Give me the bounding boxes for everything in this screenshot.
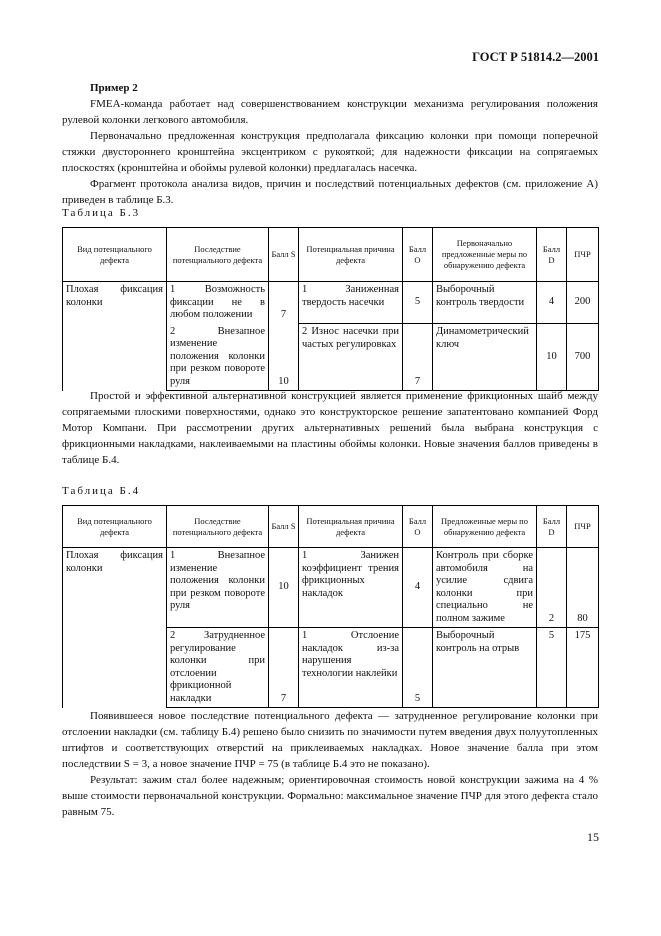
effect-cell: 2 Затрудненное регулирование колонки при отслоении фрикционной накладки <box>167 628 269 708</box>
effect-cell: 1 Возможность фиксации не в любом положении <box>167 282 269 324</box>
column-header: Вид потенциального дефекта <box>63 228 167 282</box>
middle-text <box>62 388 598 468</box>
rpn-cell: 80 <box>567 548 599 628</box>
rpn-cell: 200 <box>567 282 599 324</box>
score-d-cell: 5 <box>537 628 567 708</box>
table-caption: Таблица Б.3 <box>62 207 141 219</box>
document-standard-number: ГОСТ Р 51814.2—2001 <box>472 50 599 64</box>
defect-cell: Плохая фиксация колонки <box>63 282 167 391</box>
table-b4 <box>62 505 599 708</box>
paragraph: FMEA-команда работает над совершенствованием конструкции механизма регулирования положения рулевой колонки легкового автомобиля. <box>62 98 598 126</box>
column-header: Потенциальная причина дефекта <box>299 228 403 282</box>
measure-cell: Выборочный контроль твердости <box>433 282 537 324</box>
measure-cell: Динамометрический ключ <box>433 324 537 391</box>
score-o-cell: 4 <box>403 548 433 628</box>
column-header: Балл D <box>537 228 567 282</box>
page-number: 15 <box>587 830 599 844</box>
cause-cell: 2 Износ насечки при частых регулировках <box>299 324 403 391</box>
table-b3 <box>62 227 599 391</box>
effect-cell: 1 Внезапное изменение положения колонки при резком повороте руля <box>167 548 269 628</box>
cause-cell: 1 Отслоение накладок из-за нарушения технологии наклейки <box>299 628 403 708</box>
measure-cell: Контроль при сборке автомобиля на усилие сдвига колонки при специально не полном зажиме <box>433 548 537 628</box>
column-header: ПЧР <box>567 506 599 548</box>
column-header: Последствие потенциального дефекта <box>167 228 269 282</box>
table-row <box>63 282 599 324</box>
closing-text <box>62 708 598 820</box>
measure-cell: Выборочный контроль на отрыв <box>433 628 537 708</box>
score-s-cell: 10 <box>269 548 299 628</box>
column-header: Балл O <box>403 228 433 282</box>
column-header: Балл D <box>537 506 567 548</box>
example-intro <box>62 80 598 208</box>
paragraph: Результат: зажим стал более надежным; ориентировочная стоимость новой конструкции зажима на 4 % выше стоимости первоначальной конструкции. Формально: максимальное значение ПЧР для этого дефекта стало равным 75. <box>62 774 598 818</box>
effect-cell: 2 Внезапное изменение положения колонки при резком повороте руля <box>167 324 269 391</box>
cause-cell: 1 Занижен коэффициент трения фрикционных накладок <box>299 548 403 628</box>
score-s-cell: 7 <box>269 628 299 708</box>
defect-cell: Плохая фиксация колонки <box>63 548 167 708</box>
cause-cell: 1 Заниженная твердость насечки <box>299 282 403 324</box>
column-header: Первоначально предложенные меры по обнаружению дефекта <box>433 228 537 282</box>
paragraph: Простой и эффективной альтернативной конструкцией является применение фрикционных шайб между сопрягаемыми плоскими поверхностями, однако это конструкторское решение запатентовано компанией Форд Мотор Компани. При рассмотрении других альтернативных решений была выбрана конструкция с фрикционными накладками, наклеиваемыми на пластины обоймы колонки. Новые значения баллов приведены в таблице Б.4. <box>62 390 598 466</box>
score-d-cell: 2 <box>537 548 567 628</box>
score-d-cell: 4 <box>537 282 567 324</box>
score-d-cell: 10 <box>537 324 567 391</box>
column-header: Балл S <box>269 228 299 282</box>
rpn-cell: 700 <box>567 324 599 391</box>
score-s-cell: 7 <box>269 282 299 324</box>
score-s-cell: 10 <box>269 324 299 391</box>
column-header: Последствие потенциального дефекта <box>167 506 269 548</box>
column-header: Предложенные меры по обнаружению дефекта <box>433 506 537 548</box>
table-row <box>63 548 599 628</box>
score-o-cell: 5 <box>403 628 433 708</box>
column-header: Вид потенциального дефекта <box>63 506 167 548</box>
paragraph: Первоначально предложенная конструкция предполагала фиксацию колонки при помощи поперечной стяжки двустороннего кронштейна эксцентриком с рукояткой; для надежности фиксации на сопрягаемых плоскостях (кронштейна и обоймы рулевой колонки) предлагалась насечка. <box>62 130 598 174</box>
score-o-cell: 5 <box>403 282 433 324</box>
score-o-cell: 7 <box>403 324 433 391</box>
paragraph: Фрагмент протокола анализа видов, причин и последствий потенциальных дефектов (см. приложение А) приведен в таблице Б.3. <box>62 178 598 206</box>
column-header: Потенциальная причина дефекта <box>299 506 403 548</box>
example-title: Пример 2 <box>90 82 138 94</box>
column-header: Балл O <box>403 506 433 548</box>
table-caption: Таблица Б.4 <box>62 485 141 497</box>
paragraph: Появившееся новое последствие потенциального дефекта — затрудненное регулирование колонки при отслоении накладки (см. таблицу Б.4) решено было снизить по значимости путем введения двух полуутопленных штифтов и соответствующих отверстий на приклеиваемых накладках. Новое значение балла при этом последствии S = 3, а новое значение ПЧР = 75 (в таблице Б.4 это не показано). <box>62 710 598 770</box>
column-header: ПЧР <box>567 228 599 282</box>
rpn-cell: 175 <box>567 628 599 708</box>
column-header: Балл S <box>269 506 299 548</box>
